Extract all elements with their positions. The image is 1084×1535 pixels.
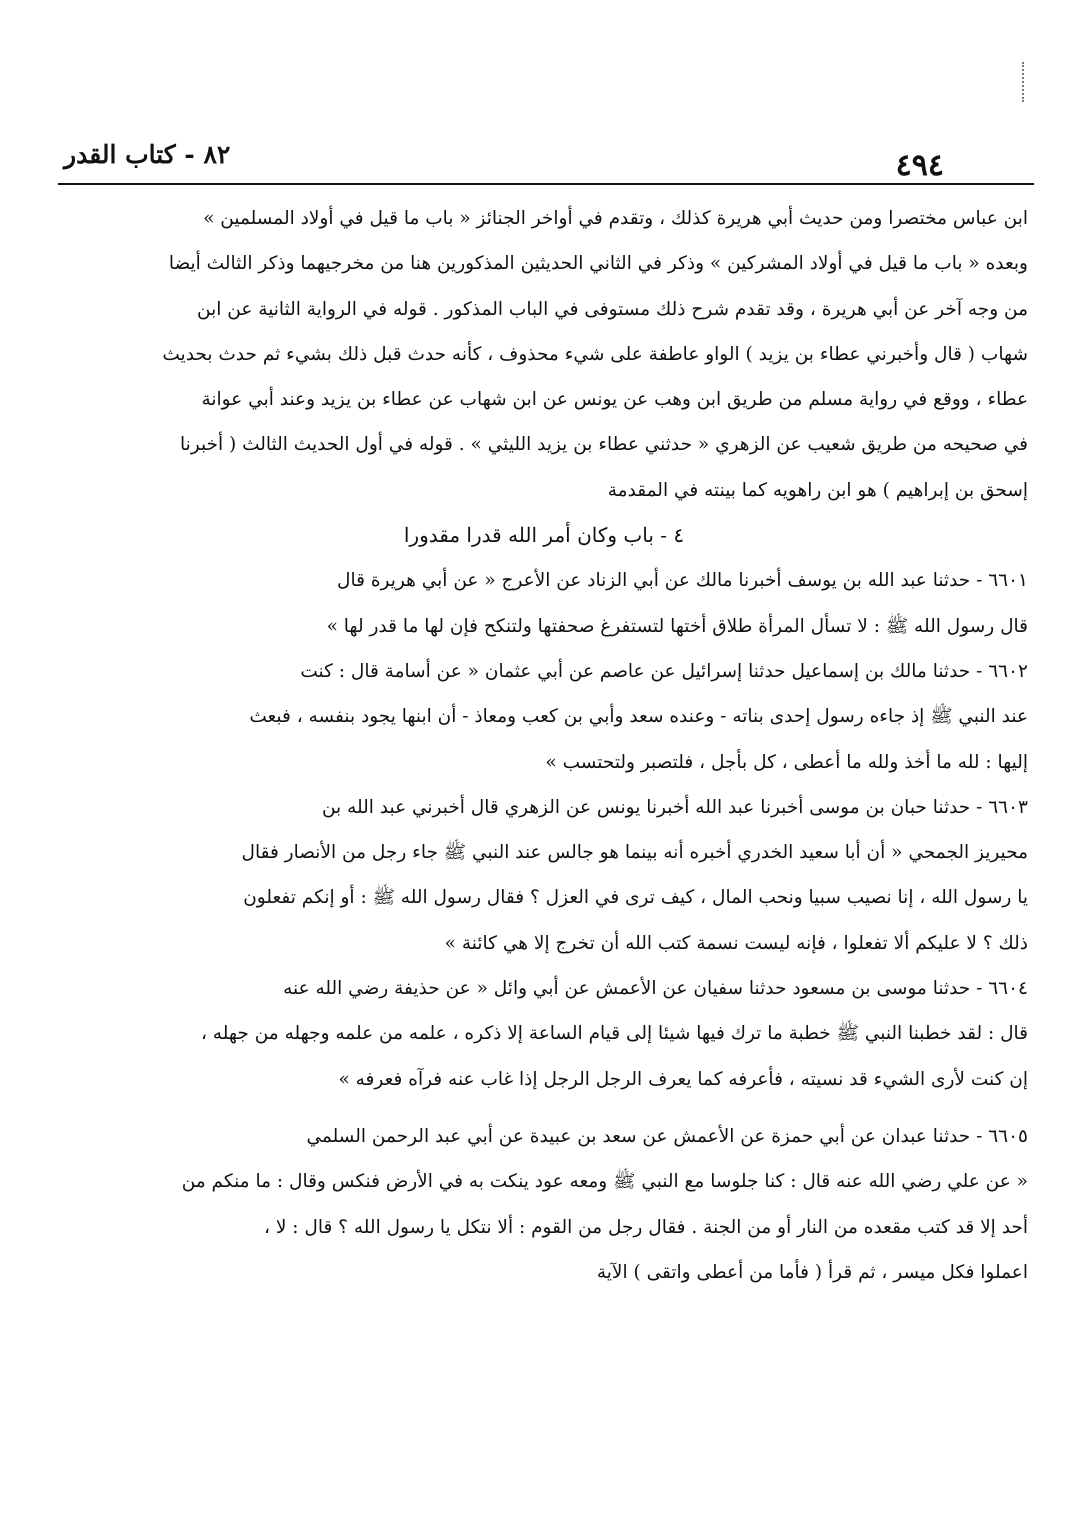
text-line: قال : لقد خطبنا النبي ﷺ خطبة ما ترك فيها شيئا إلى قيام الساعة إلا ذكره ، علمه من علمه وجهله من جهله ،: [200, 1023, 1028, 1045]
page-header: [58, 140, 1034, 182]
text-line: ٦٦٠٢ - حدثنا مالك بن إسماعيل حدثنا إسرائيل عن عاصم عن أبي عثمان « عن أسامة قال : كنت: [300, 660, 1028, 682]
text-line: اعملوا فكل ميسر ، ثم قرأ ( فأما من أعطى واتقى ) الآية: [596, 1261, 1028, 1283]
text-line: من وجه آخر عن أبي هريرة ، وقد تقدم شرح ذلك مستوفى في الباب المذكور . قوله في الرواية الثانية عن ابن: [197, 298, 1028, 320]
text-line: إن كنت لأرى الشيء قد نسيته ، فأعرفه كما يعرف الرجل الرجل إذا غاب عنه فرآه فعرفه »: [338, 1068, 1028, 1090]
text-line: قال رسول الله ﷺ : لا تسأل المرأة طلاق أختها لتستفرغ صحفتها ولتنكح فإن لها ما قدر لها »: [326, 615, 1028, 637]
text-line: ٦٦٠٣ - حدثنا حبان بن موسى أخبرنا عبد الله أخبرنا يونس عن الزهري قال أخبرني عبد الله بن: [321, 796, 1028, 818]
text-line: إسحق بن إبراهيم ) هو ابن راهويه كما بينته في المقدمة: [607, 479, 1028, 501]
text-line: عطاء ، ووقع في رواية مسلم من طريق ابن وهب عن يونس عن ابن شهاب عن عطاء بن يزيد وعند أبي عوانة: [201, 389, 1028, 411]
text-line: ٦٦٠٥ - حدثنا عبدان عن أبي حمزة عن الأعمش عن سعد بن عبيدة عن أبي عبد الرحمن السلمي: [306, 1125, 1028, 1147]
text-line: ذلك ؟ لا عليكم ألا تفعلوا ، فإنه ليست نسمة كتب الله أن تخرج إلا هي كائنة »: [444, 932, 1028, 954]
text-line: « عن علي رضي الله عنه قال : كنا جلوسا مع النبي ﷺ ومعه عود ينكت به في الأرض فنكس وقال : ما منكم من: [181, 1171, 1028, 1193]
text-line: ٦٦٠٤ - حدثنا موسى بن مسعود حدثنا سفيان عن الأعمش عن أبي وائل « عن حذيفة رضي الله عنه: [283, 978, 1028, 1000]
text-line: ٦٦٠١ - حدثنا عبد الله بن يوسف أخبرنا مالك عن أبي الزناد عن الأعرج « عن أبي هريرة قال: [337, 570, 1028, 592]
text-line: شهاب ( قال وأخبرني عطاء بن يزيد ) الواو عاطفة على شيء محذوف ، كأنه حدث قبل ذلك بشيء ثم حدث بحديث: [162, 343, 1028, 365]
page-number: ٤٩٤: [895, 148, 944, 183]
header-rule: [58, 183, 1034, 185]
text-line: يا رسول الله ، إنا نصيب سبيا ونحب المال ، كيف ترى في العزل ؟ فقال رسول الله ﷺ : أو إنكم تفعلون: [243, 887, 1028, 909]
text-line: ابن عباس مختصرا ومن حديث أبي هريرة كذلك ، وتقدم في أواخر الجنائز « باب ما قيل في أولاد المسلمين »: [203, 208, 1028, 229]
text-line: في صحيحه من طريق شعيب عن الزهري « حدثني عطاء بن يزيد الليثي » . قوله في أول الحديث الثالث ( أخبرنا: [179, 434, 1028, 456]
text-line: أحد إلا قد كتب مقعده من النار أو من الجنة . فقال رجل من القوم : ألا نتكل يا رسول الله ؟ قال : لا ،: [263, 1216, 1028, 1238]
text-line: عند النبي ﷺ إذ جاءه رسول إحدى بناته - وعنده سعد وأبي بن كعب ومعاذ - أن ابنها يجود بنفسه ، فبعث: [249, 706, 1028, 728]
text-line: إليها : لله ما أخذ ولله ما أعطى ، كل بأجل ، فلتصبر ولتحتسب »: [545, 751, 1028, 773]
running-title: ٨٢ - كتاب القدر: [64, 140, 231, 169]
main-text: [60, 196, 1028, 1295]
chapter-heading: ٤ - باب وكان أمر الله قدرا مقدورا: [403, 523, 685, 548]
scan-mark: [1022, 62, 1028, 102]
text-line: وبعده « باب ما قيل في أولاد المشركين » وذكر في الثاني الحديثين المذكورين هنا من مخرجيهما وذكر الثالث أيضا: [168, 253, 1028, 275]
text-line: محيريز الجمحي « أن أبا سعيد الخدري أخبره أنه بينما هو جالس عند النبي ﷺ جاء رجل من الأنصار فقال: [241, 842, 1028, 864]
